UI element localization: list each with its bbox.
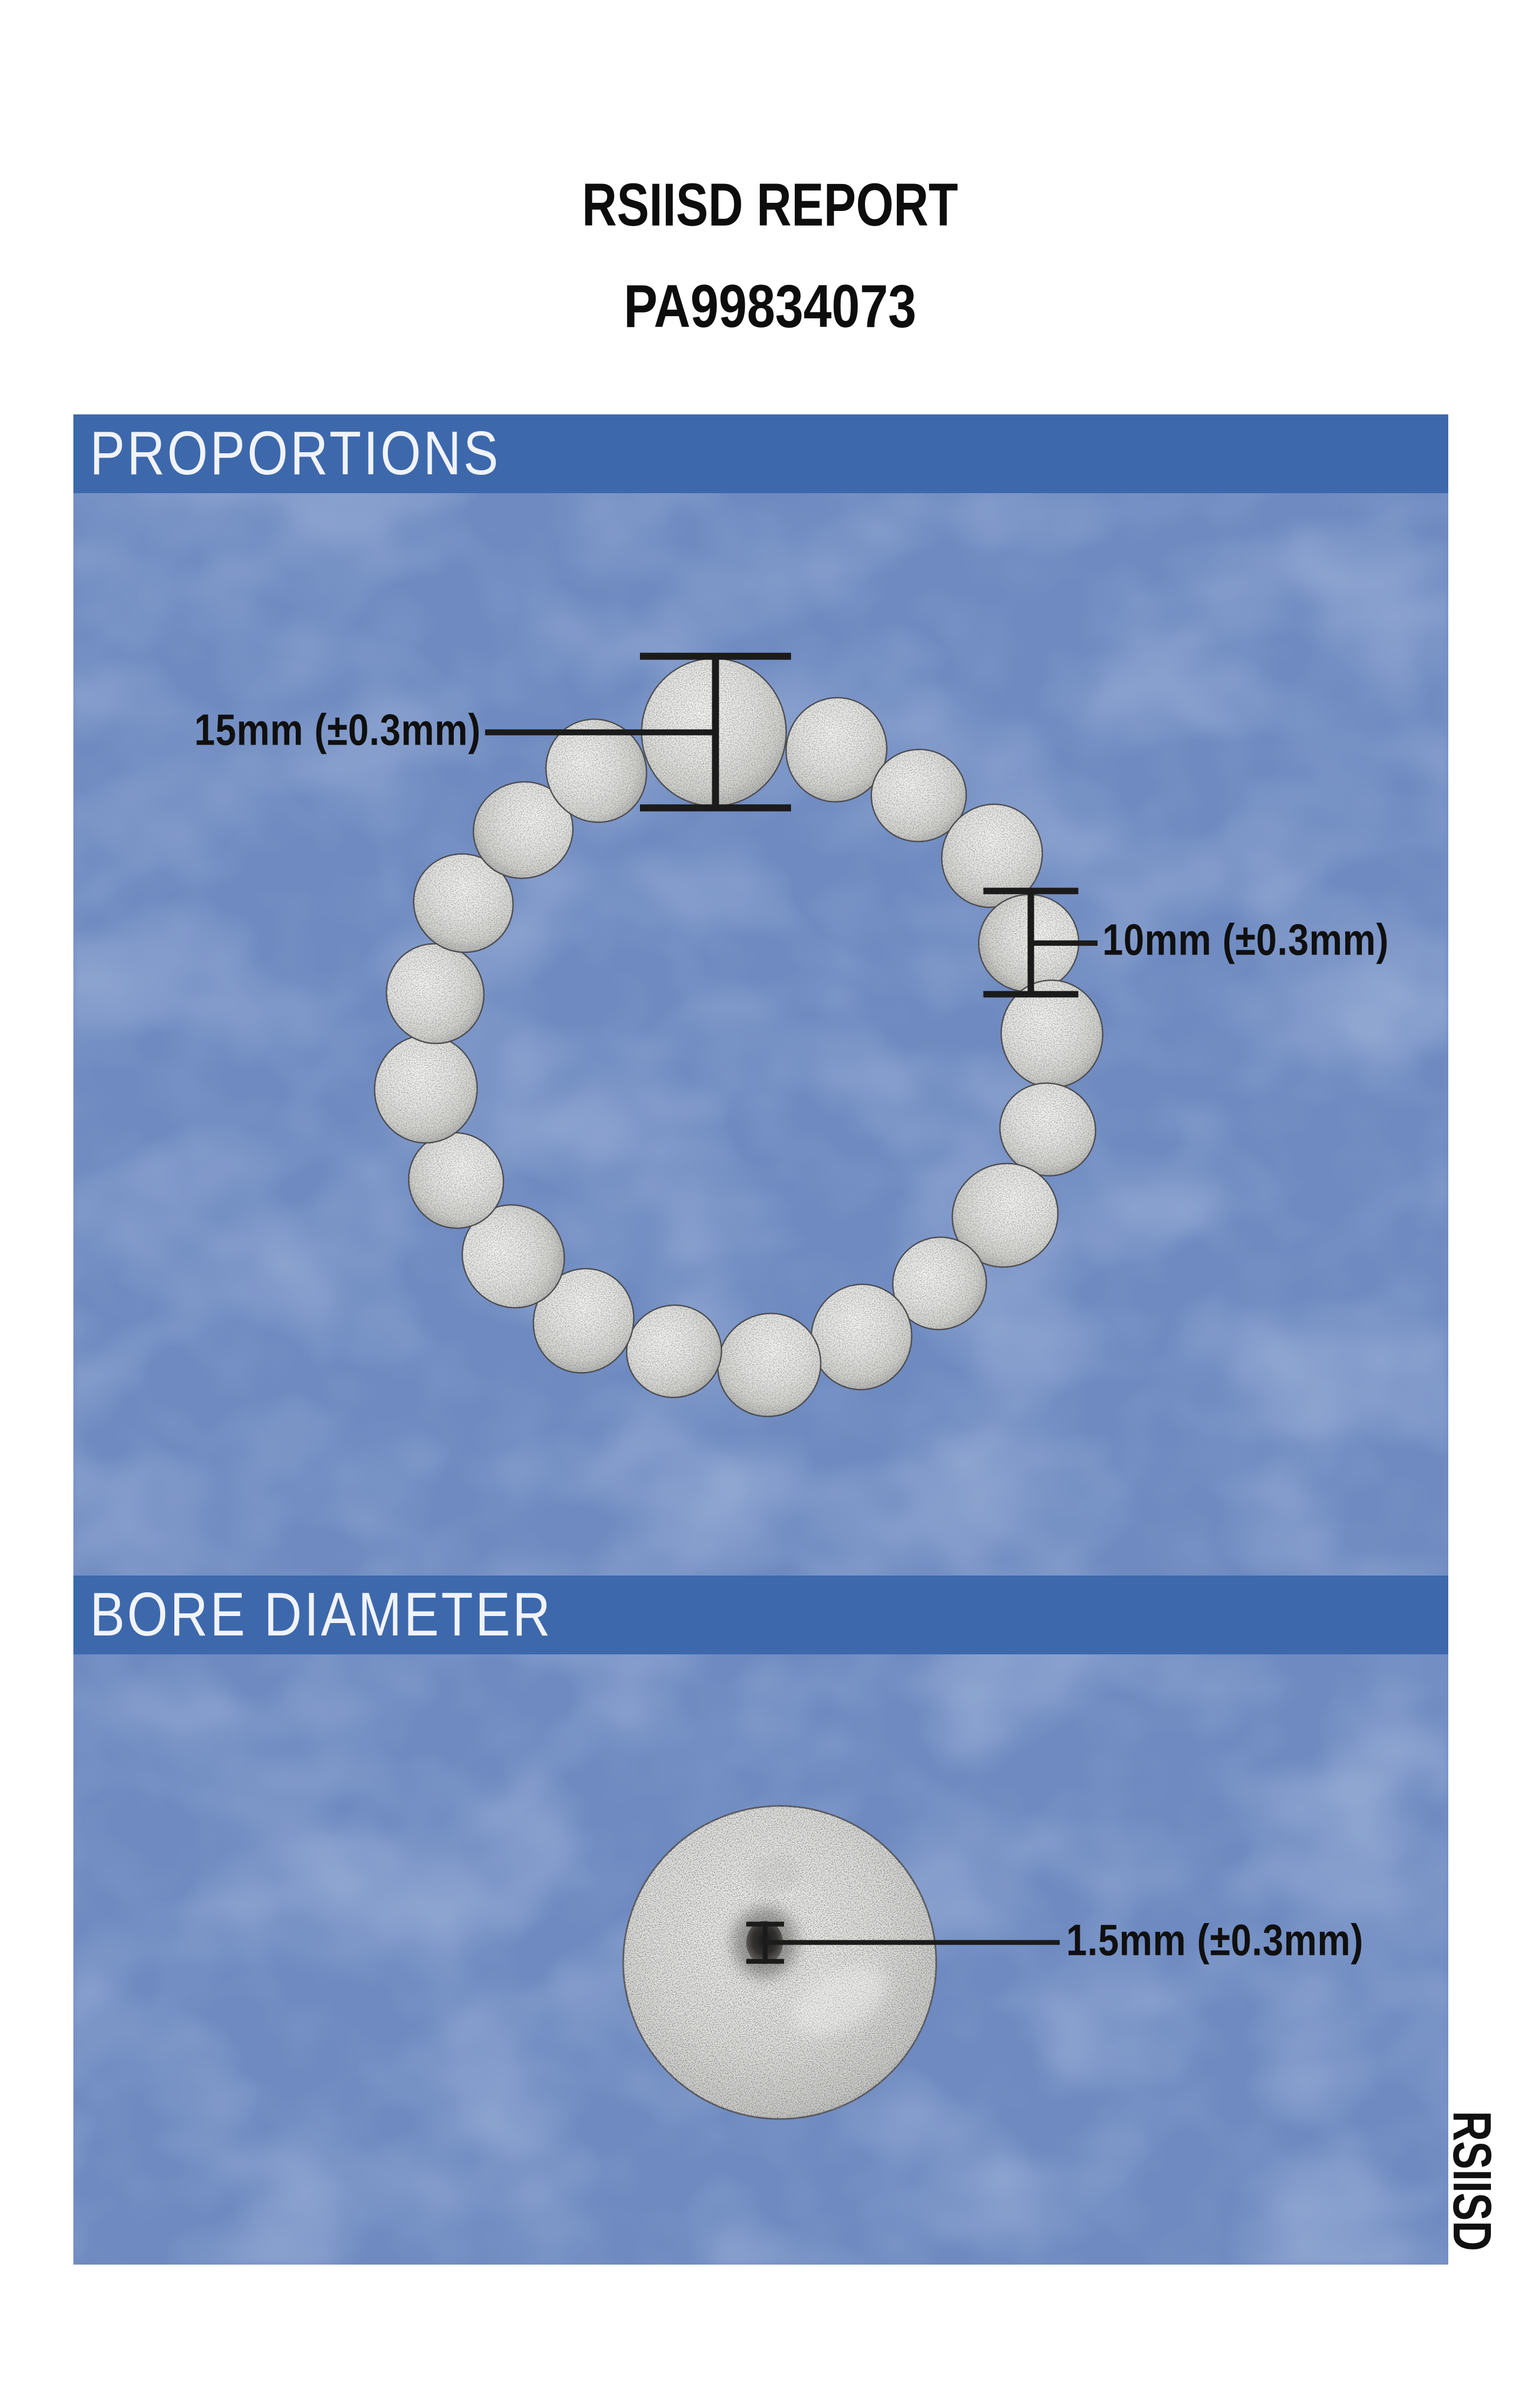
dimension-label-10mm: 10mm (±0.3mm) (1102, 915, 1389, 965)
report-panel (73, 414, 1448, 2265)
dimension-label-bore: 1.5mm (±0.3mm) (1066, 1915, 1364, 1965)
beads-diagram (73, 414, 1448, 2265)
section-header-bore (73, 1576, 1448, 1654)
report-title: RSIISD REPORT (582, 171, 958, 238)
dimension-label-15mm: 15mm (±0.3mm) (194, 705, 481, 755)
report-code: PA99834073 (623, 272, 917, 340)
side-watermark: RSIISD (1442, 2110, 1502, 2252)
section-header-proportions (73, 414, 1448, 493)
section-header-proportions-label: PROPORTIONS (90, 419, 501, 488)
section-header-bore-label: BORE DIAMETER (90, 1580, 553, 1649)
